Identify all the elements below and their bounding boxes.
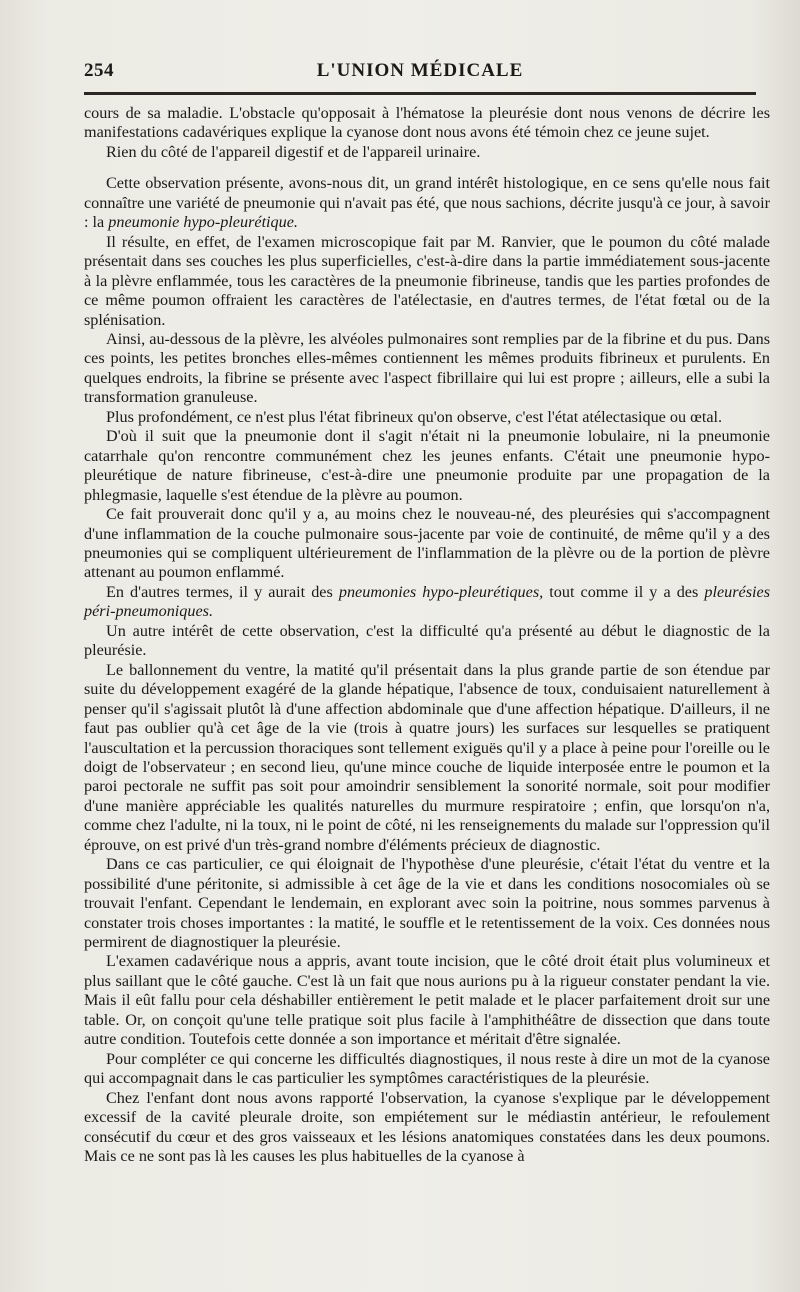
paragraph: Un autre intérêt de cette observation, c'est la difficulté qu'a présenté au début le diagnostic de la pleurésie. — [84, 621, 770, 660]
page-number: 254 — [84, 60, 114, 81]
paragraph: Ce fait prouverait donc qu'il y a, au moins chez le nouveau-né, des pleurésies qui s'accompagnent d'une inflammation de la couche pulmonaire sous-jacente par voie de continuité, de même qu'il y a des pneumonies qui se compliquent ultérieurement de l'inflammation de la plèvre ou de la portion de plèvre attenant au poumon enflammé. — [84, 505, 770, 582]
paragraph: Ainsi, au-dessous de la plèvre, les alvéoles pulmonaires sont remplies par de la fibrine et du pus. Dans ces points, les petites bronches elles-mêmes contiennent les mêmes produits fibrineux et purulents. En quelques endroits, la fibrine se présente avec l'aspect fibrillaire qui lui est propre ; ailleurs, elle a subi la transformation granuleuse. — [84, 329, 770, 407]
paragraph — [84, 583, 770, 622]
header-rule — [84, 92, 756, 95]
italic-term: pneumonies hypo-pleurétiques, — [338, 582, 544, 601]
paragraph: Dans ce cas particulier, ce qui éloignait de l'hypothèse d'une pleurésie, c'était l'état du ventre et la possibilité d'une péritonite, si admissible à cet âge de la vie et dans les conditions nosocomiales où se trouvait l'enfant. Cependant le lendemain, en explorant avec soin la poitrine, nous sommes parvenus à constater trois choses importantes : la matité, le souffle et le retentissement de la voix. Ces données nous permirent de diagnostiquer la pleurésie. — [84, 855, 770, 952]
paragraph-text: Cette observation présente, avons-nous dit, un grand intérêt histologique, en ce sens qu'elle nous fait connaître une variété de pneumonie qui n'avait pas été, que nous sachions, décrite jusqu'à ce jour, à savoir : la — [84, 174, 770, 232]
paragraph: Pour compléter ce qui concerne les difficultés diagnostiques, il nous reste à dire un mot de la cyanose qui accompagnait dans le cas particulier les symptômes caractéristiques de la pleurésie. — [84, 1049, 770, 1088]
page-header — [84, 58, 756, 88]
paragraph: Le ballonnement du ventre, la matité qu'il présentait dans la plus grande partie de son étendue par suite du développement exagéré de la glande hépatique, l'absence de toux, conduisaient naturellement à penser qu'il s'agissait plutôt là d'une affection abdominale que d'une affection hépatique. D'ailleurs, il ne faut pas oublier qu'à cet âge de la vie (trois à quatre jours) les surfaces sur lesquelles se pratiquent l'auscultation et la percussion thoraciques sont tellement exiguës qu'il y a place à peine pour l'oreille ou le doigt de l'observateur ; en second lieu, qu'une mince couche de liquide interposée entre le poumon et la paroi pectorale ne suffit pas soit pour amoindrir sensiblement la sonorité normale, soit pour modifier d'une manière appréciable les qualités naturelles du murmure respiratoire ; enfin, que lorsqu'on n'a, comme chez l'adulte, ni la toux, ni le point de côté, ni les renseignements du malade sur l'oppression qu'il éprouve, on est privé d'un très-grand nombre d'éléments précieux de diagnostic. — [84, 660, 770, 854]
italic-term: pneumonie hypo-pleurétique. — [108, 213, 298, 232]
article-body — [84, 104, 770, 1166]
paragraph-text: tout comme il y a des — [543, 582, 705, 601]
paragraph-continuation: cours de sa maladie. L'obstacle qu'opposait à l'hématose la pleurésie dont nous venons de décrire les manifestations cadavériques explique la cyanose dont nous avons été témoin chez ce jeune sujet. — [84, 104, 770, 142]
italic-term: pleurésies péri-pneumoniques. — [84, 582, 771, 621]
paragraph: Plus profondément, ce n'est plus l'état fibrineux qu'on observe, c'est l'état atélectasique ou œtal. — [106, 407, 723, 426]
paragraph-text: En d'autres termes, il y aurait des — [106, 582, 339, 601]
paragraph: Rien du côté de l'appareil digestif et de l'appareil urinaire. — [106, 142, 481, 161]
running-title: L'UNION MÉDICALE — [316, 60, 524, 81]
paragraph: Chez l'enfant dont nous avons rapporté l'observation, la cyanose s'explique par le développement excessif de la cavité pleurale droite, son empiétement sur le médiastin antérieur, le refoulement consécutif du cœur et des gros vaisseaux et les lésions anatomiques constatées dans les deux poumons. Mais ce ne sont pas là les causes les plus habituelles de la cyanose à — [84, 1088, 770, 1166]
paragraph — [84, 174, 770, 232]
paragraph: D'où il suit que la pneumonie dont il s'agit n'était ni la pneumonie lobulaire, ni la pneumonie catarrhale qu'on rencontre communément chez les jeunes enfants. C'était une pneumonie hypo-pleurétique de nature fibrineuse, c'est-à-dire une pneumonie produite par une propagation de la phlegmasie, laquelle s'est étendue de la plèvre au poumon. — [84, 427, 770, 504]
paragraph: Il résulte, en effet, de l'examen microscopique fait par M. Ranvier, que le poumon du côté malade présentait dans ses couches les plus superficielles, c'est-à-dire dans la partie immédiatement sous-jacente à la plèvre enflammée, tous les caractères de la pneumonie fibrineuse, tandis que les parties profondes de ce même poumon offraient les caractères de l'atélectasie, en d'autres termes, de l'état fœtal ou de la splénisation. — [84, 232, 770, 329]
paragraph: L'examen cadavérique nous a appris, avant toute incision, que le côté droit était plus volumineux et plus saillant que le côté gauche. C'est là un fait que nous aurions pu à la rigueur constater pendant la vie. Mais il eût fallu pour cela déshabiller entièrement le petit malade et le placer parfaitement droit sur une table. Or, on conçoit qu'une telle pratique soit plus facile à l'amphithéâtre de dissection que dans toute autre condition. Toutefois cette donnée a son importance et méritait d'être signalée. — [84, 952, 770, 1049]
